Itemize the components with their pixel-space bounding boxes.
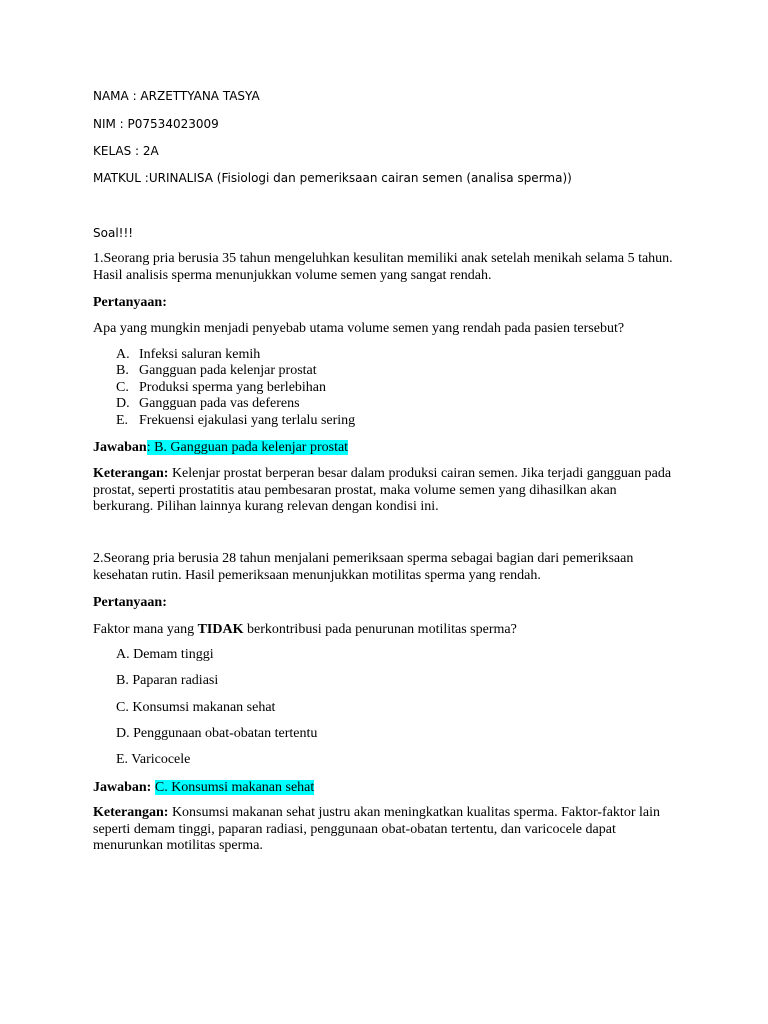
q1-explanation: Keterangan: Kelenjar prostat berperan besar dalam produksi cairan semen. Jika terjadi gangguan pada prostat, seperti prostatitis atau pembesaran prostat, maka volume semen yang dihasilkan akan berkurang. Pilihan lainnya kurang relevan dengan kondisi ini. [93, 466, 672, 514]
q1-question-label: Pertanyaan: [93, 295, 167, 310]
q1-case-text: 1.Seorang pria berusia 35 tahun mengeluhkan kesulitan memiliki anak setelah menikah selama 5 tahun. Hasil analisis sperma menunjukkan volume semen yang sangat rendah. [93, 251, 673, 283]
q1-answer-label: Jawaban [93, 440, 147, 455]
q2-question-text: Faktor mana yang TIDAK berkontribusi pada penurunan motilitas sperma? [93, 622, 517, 637]
q1-option: D. Gangguan pada vas deferens [116, 396, 300, 411]
q1-answer [93, 439, 348, 456]
q2-explanation: Keterangan: Konsumsi makanan sehat justru akan meningkatkan kualitas sperma. Faktor-faktor lain seperti demam tinggi, paparan radiasi, penggunaan obat-obatan tertentu, dan varicocele dapat menurunkan motilitas sperma. [93, 805, 660, 853]
q1-question-text: Apa yang mungkin menjadi penyebab utama volume semen yang rendah pada pasien tersebut? [93, 321, 625, 336]
q1-answer-highlight: : B. Gangguan pada kelenjar prostat [146, 440, 349, 455]
q2-question-label: Pertanyaan: [93, 595, 167, 610]
q1-option: A. Infeksi saluran kemih [116, 347, 261, 362]
q2-option: E. Varicocele [116, 752, 191, 767]
student-name: NAMA : ARZETTYANA TASYA [93, 89, 260, 103]
q2-option: D. Penggunaan obat-obatan tertentu [116, 726, 318, 741]
q2-answer [93, 779, 314, 796]
student-class: KELAS : 2A [93, 144, 159, 158]
questions-heading: Soal!!! [93, 226, 134, 240]
q2-case-text: 2.Seorang pria berusia 28 tahun menjalani pemeriksaan sperma sebagai bagian dari pemeriksaan kesehatan rutin. Hasil pemeriksaan menunjukkan motilitas sperma yang rendah. [93, 551, 634, 583]
q1-option: B. Gangguan pada kelenjar prostat [116, 363, 317, 378]
q1-option: C. Produksi sperma yang berlebihan [116, 380, 327, 395]
student-nim: NIM : P07534023009 [93, 117, 219, 131]
q2-option: B. Paparan radiasi [116, 673, 219, 688]
q2-answer-label: Jawaban: [93, 780, 152, 795]
q2-option: A. Demam tinggi [116, 647, 214, 662]
q1-option: E. Frekuensi ejakulasi yang terlalu sering [116, 413, 356, 428]
q2-option: C. Konsumsi makanan sehat [116, 700, 276, 715]
q2-answer-highlight: C. Konsumsi makanan sehat [154, 780, 315, 795]
course-title: MATKUL :URINALISA (Fisiologi dan pemeriksaan cairan semen (analisa sperma)) [93, 171, 572, 185]
